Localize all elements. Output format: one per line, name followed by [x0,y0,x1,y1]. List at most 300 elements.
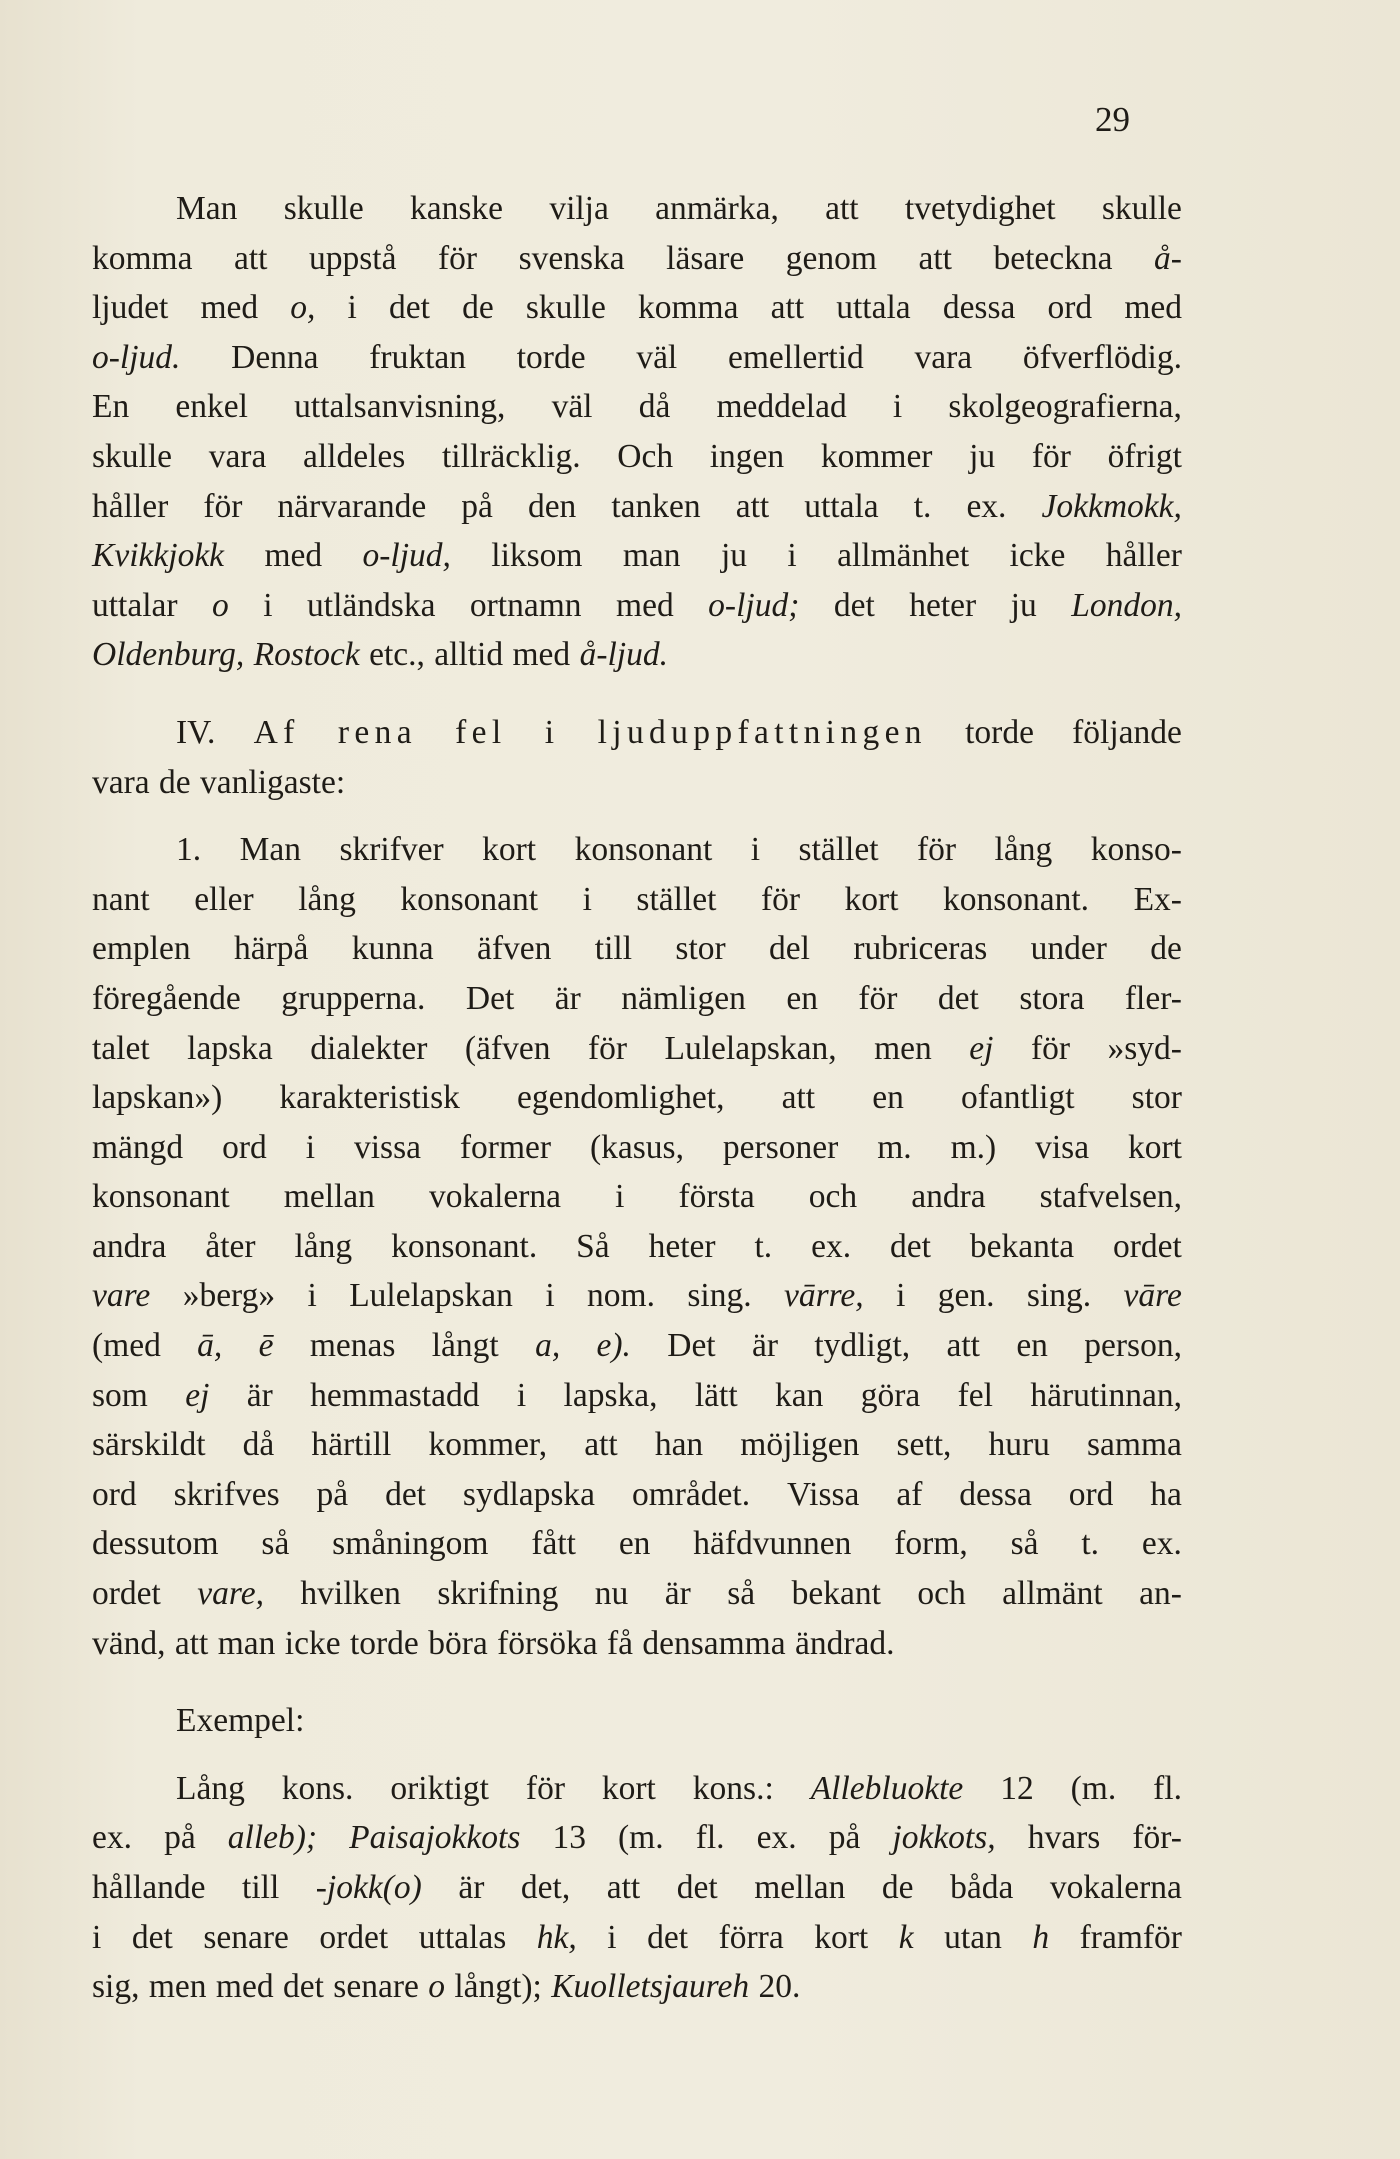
word: ex. [756,1819,797,1857]
word: ändrad. [794,1624,895,1662]
word: de [881,1869,914,1906]
word: stor [1131,1079,1182,1117]
word: Paisajokkots [349,1819,521,1857]
text-line [92,234,1182,284]
word: h [1032,1918,1050,1956]
word: vārre, [783,1277,864,1315]
word: så [1010,1525,1039,1563]
text-line [92,630,1182,680]
word: vare [92,1277,151,1315]
word: genom [785,239,877,277]
word: densamma [642,1624,786,1662]
word: London, [1071,586,1182,624]
word: ingen [709,437,785,475]
word: häfdvunnen [693,1525,852,1563]
word: med [616,586,674,624]
word: det [385,1475,426,1513]
word: Allebluokte [810,1769,964,1807]
word: i [750,831,761,869]
word: dialekter [310,1029,428,1067]
word: öfrigt [1107,437,1182,475]
word: det, [520,1869,571,1906]
word: men [874,1029,932,1067]
word: för [525,1769,565,1807]
word: 1. [176,831,202,869]
text-line [92,924,1182,974]
word: ortnamn [469,586,582,624]
word: men [148,1968,207,2006]
word: de [462,289,494,327]
word: (äfven [464,1029,551,1067]
word: i [263,586,273,624]
text-line [92,1172,1182,1222]
word: konsonant [92,1178,230,1216]
word: mängd [92,1128,184,1166]
page-number: 29 [1095,100,1130,139]
word: sydlapska [462,1475,596,1513]
word: ej [969,1029,994,1067]
text-line [92,1569,1182,1619]
word: det [647,1918,689,1956]
word: uttalas [418,1918,507,1956]
word: kons.: [692,1769,774,1807]
word: lapskan») [92,1079,223,1117]
word: i [896,1277,906,1315]
word: hvars [1027,1819,1101,1857]
word: egendomlighet, [517,1079,725,1117]
word: fl. [695,1819,725,1857]
text-line [92,432,1182,482]
text-line [92,1619,1182,1669]
word: stället [798,831,879,869]
text-line [92,184,1182,234]
word: e). [596,1327,631,1365]
text-line [92,333,1182,383]
word: o [428,1968,445,2006]
word: alleb); [227,1819,318,1857]
word: göra [860,1376,921,1414]
word: icke [1009,537,1066,575]
text-line [92,482,1182,532]
word: ord [222,1128,267,1166]
word: skulle [283,190,364,227]
word: håller [92,487,169,525]
word: oriktigt [390,1769,489,1807]
word: kanske [410,190,504,227]
word: i [787,537,797,575]
word: o-ljud, [362,537,451,575]
word: (m. [618,1819,664,1857]
word: rena [337,713,417,751]
word: så [727,1575,756,1613]
word: huru [988,1426,1050,1464]
word: form, [894,1525,968,1563]
word: vänd, [92,1624,166,1662]
word: ex. [811,1227,852,1265]
word: dessa [959,1475,1032,1513]
word: väl [551,388,593,426]
word: ex. [92,1819,132,1857]
section-iv-line [92,758,1182,808]
word: å-ljud. [579,636,668,674]
word: i [307,1277,317,1315]
word: utländska [307,586,436,624]
word: skulle [525,289,606,327]
word: uppstå [309,239,397,277]
word: med [215,1968,274,2006]
word: det [676,1869,718,1906]
word: ex. [1141,1525,1182,1563]
word: heter [909,586,977,624]
word: i [545,1277,555,1315]
word: tydligt, [814,1327,911,1365]
word: 12 [1000,1769,1034,1807]
word: Lulelapskan [349,1277,513,1315]
word: långt); [454,1968,542,2006]
word: nu [594,1575,629,1613]
word: beteckna [993,239,1113,277]
word: med [200,289,259,327]
word: mellan [754,1869,846,1906]
word: långt [431,1327,499,1365]
word: i [892,388,903,426]
word: härtill [311,1426,392,1464]
word: kommer [820,437,933,475]
word: till [594,930,633,968]
paragraph-examples [92,1764,1182,2012]
word: person, [1084,1327,1182,1365]
word: gen. [937,1277,995,1315]
word: vokalerna [428,1178,562,1216]
text-line [92,382,1182,432]
word: man [622,537,681,575]
word: visa [1035,1128,1090,1166]
word: grupperna. [281,979,426,1017]
word: båda [950,1869,1014,1906]
word: Det [465,979,515,1017]
word: i [347,289,357,327]
word: vanligaste: [200,763,346,801]
word: vara [92,763,150,801]
word: är [554,979,581,1017]
word: skulle [1101,190,1182,227]
word: stället [636,880,717,918]
text-line [92,1222,1182,1272]
text-line [92,1863,1182,1913]
word: nant [92,880,150,918]
word: för [203,487,243,525]
word: man [217,1624,276,1662]
word: o [212,586,229,624]
word: menas [309,1327,396,1365]
word: allmänhet [837,537,970,575]
word: stora [1019,979,1085,1017]
word: det [282,1968,324,2006]
word: lätt [694,1376,738,1414]
word: en [618,1525,651,1563]
word: Kuolletsjaureh [551,1968,750,2006]
word: ju [720,537,747,575]
word: Vissa [786,1475,860,1513]
word: Jokkmokk, [1041,487,1182,525]
word: lång [294,1227,353,1265]
word: kons. [281,1769,354,1807]
word: kort [1128,1128,1182,1166]
word: ā, [197,1327,223,1365]
word: å- [1154,239,1182,277]
word: skrifver [339,831,444,869]
word: lång [298,880,356,918]
word: kort [814,1918,869,1956]
word: sett, [896,1426,952,1464]
word: Lulelapskan, [664,1029,837,1067]
word: ord [92,1475,137,1513]
word: hemmastadd [310,1376,480,1414]
text-line [92,1519,1182,1569]
word: kunna [351,930,434,968]
word: öfverflödig. [1022,338,1182,376]
word: få [606,1624,633,1662]
word: böra [428,1624,488,1662]
word: i [607,1918,617,1956]
word: med [264,537,323,575]
word: komma [92,239,193,277]
word: möjligen [740,1426,860,1464]
word: emellertid [727,338,864,376]
word: lång [994,831,1053,869]
word: o, [290,289,316,327]
word: konso- [1090,831,1182,869]
word: att [174,1624,209,1662]
word: En [92,388,130,426]
section-iv-heading [92,708,1182,807]
word: k [898,1918,914,1956]
word: konsonant [400,880,539,918]
word: till [242,1869,280,1906]
word: läsare [666,239,745,277]
text-line [92,1764,1182,1814]
word: uttalar [92,586,178,624]
word: att [584,1426,618,1464]
word: 13 [552,1819,586,1857]
word: ofantligt [961,1079,1075,1117]
word: på [461,487,493,525]
word: småningom [332,1525,489,1563]
exempel-label: Exempel: [176,1702,305,1740]
word: för [917,831,957,869]
word: vokalerna [1049,1869,1182,1906]
word: torde [516,338,586,376]
word: fått [531,1525,576,1563]
word: för [858,979,898,1017]
word: Det [667,1327,716,1365]
word: sing. [1026,1277,1092,1315]
word: karakteristisk [279,1079,460,1117]
word: alldeles [303,437,406,475]
word: att [770,289,805,327]
word: m.) [950,1128,997,1166]
word: m. [877,1128,912,1166]
word: att [918,239,952,277]
word: skolgeografierna, [948,388,1182,426]
word: ē [258,1327,274,1365]
word: utan [944,1918,1002,1956]
word: Denna [231,338,319,376]
word: (kasus, [590,1128,684,1166]
word: för [437,239,478,277]
text-line [92,283,1182,333]
word: då [638,388,671,426]
word: talet [92,1029,150,1067]
word: skrifning [437,1575,559,1613]
text-line [92,1123,1182,1173]
word: andra [92,1227,167,1265]
word: de [159,763,191,801]
word: att [234,239,268,277]
word: skulle [92,437,173,475]
word: Af [253,713,300,751]
word: framför [1079,1918,1182,1956]
text-line [92,1271,1182,1321]
word: första [678,1178,755,1216]
word: dessa [942,289,1016,327]
text-line [92,875,1182,925]
word: vāre [1123,1277,1182,1315]
word: i [544,713,560,751]
word: fl. [1153,1769,1182,1807]
text-line [92,581,1182,631]
paragraph-point-1 [92,825,1182,1668]
word: ordet [319,1918,389,1956]
word: konsonant. [942,880,1090,918]
word: bekanta [969,1227,1075,1265]
word: under [1030,930,1107,968]
text-line [92,1321,1182,1371]
word: stafvelsen, [1039,1178,1182,1216]
word: kort [601,1769,656,1807]
word: härpå [233,930,309,968]
paragraph-tvetydighet [92,184,1182,680]
text-line [92,531,1182,581]
word: Man [239,831,301,869]
word: stor [675,930,726,968]
word: heter [648,1227,716,1265]
word: Man [176,190,238,227]
word: uttala [804,487,879,525]
word: etc., [369,636,425,674]
word: en [1016,1327,1048,1365]
word: an- [1139,1575,1182,1613]
word: det [937,979,979,1017]
word: ju [969,437,996,475]
word: håller [1105,537,1182,575]
word: vara [914,338,973,376]
word: vilja [549,190,609,227]
word: för- [1132,1819,1182,1857]
word: han [654,1426,704,1464]
text-line [92,1073,1182,1123]
word: i [615,1178,625,1216]
word: tvetydighet [904,190,1056,227]
word: »syd- [1107,1029,1182,1067]
word: uttala [836,289,911,327]
word: det [388,289,430,327]
word: tanken [611,487,701,525]
word: former [459,1128,552,1166]
word: personer [722,1128,839,1166]
word: det [890,1227,931,1265]
word: ordet [1113,1227,1182,1265]
word: ordet [92,1575,161,1613]
word: o-ljud; [708,586,800,624]
word: är [751,1327,778,1365]
word: på [164,1819,196,1857]
word: kort [482,831,537,869]
word: för [1030,1029,1070,1067]
word: sig, [92,1968,140,2006]
word: för [587,1029,628,1067]
word: 20. [758,1968,801,2006]
word: hvilken [300,1575,401,1613]
word: (med [92,1327,161,1365]
word: är [246,1376,273,1414]
section-numeral: IV. [176,713,216,751]
word: alltid [434,636,504,674]
word: fel [455,713,507,751]
word: Rostock [253,636,360,674]
word: del [769,930,810,968]
word: ljuduppfattningen [597,713,927,751]
word: ha [1150,1475,1182,1513]
word: Och [617,437,674,475]
word: emplen [92,930,191,968]
word: så [261,1525,290,1563]
word: samma [1086,1426,1182,1464]
exempel-label-line [92,1696,1182,1746]
word: ord [1068,1475,1114,1513]
word: eller [194,880,254,918]
word: att [606,1869,641,1906]
word: väl [636,338,678,376]
word: t. [754,1227,773,1265]
word: vare, [197,1575,264,1613]
word: Oldenburg, [92,636,245,674]
word: försöka [497,1624,598,1662]
word: hållande [92,1869,206,1906]
word: enkel [175,388,248,426]
word: svenska [518,239,625,277]
word: och [917,1575,966,1613]
text-line [92,1371,1182,1421]
word: senare [333,1968,419,2006]
text-line [92,1813,1182,1863]
word: jokkots, [892,1819,996,1857]
word: härutinnan, [1030,1376,1182,1414]
word: t. [913,487,932,525]
text-line [92,1913,1182,1963]
body-text [92,184,1182,2012]
word: vissa [353,1128,421,1166]
word: lapska [187,1029,273,1067]
word: lapska, [563,1376,658,1414]
word: tillräcklig. [441,437,581,475]
word: allmänt [1002,1575,1103,1613]
word: det [833,586,875,624]
word: -jokk(o) [315,1869,422,1906]
word: Ex- [1133,880,1182,918]
word: icke [284,1624,341,1662]
word: äfven [477,930,552,968]
